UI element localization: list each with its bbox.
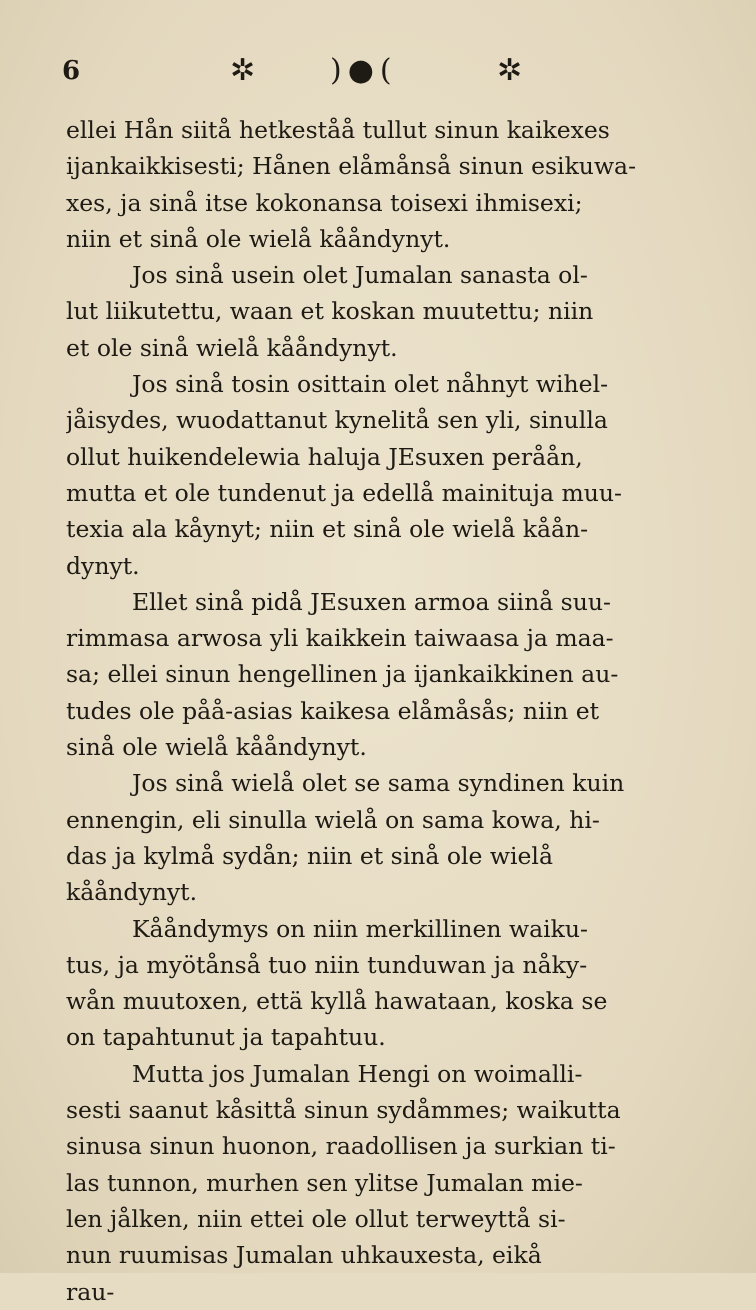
text-line: ijankaikkisesti; Hånen elåmånså sinun esikuwa- <box>66 152 637 181</box>
text-line: kååndynyt. <box>66 878 198 907</box>
text-body <box>66 112 692 1310</box>
text-line: xes, ja sinå itse kokonansa toisexi ihmisexi; <box>66 188 583 217</box>
text-line: sesti saanut kåsittå sinun sydåmmes; waikutta <box>66 1096 621 1125</box>
text-line: Mutta jos Jumalan Hengi on woimalli- <box>132 1059 583 1088</box>
ornament-star-left-icon: ✲ <box>230 53 256 88</box>
text-line: wån muutoxen, että kyllå hawataan, koska se <box>66 987 608 1016</box>
text-line: len jålken, niin ettei ole ollut terweyttå si- <box>66 1204 566 1233</box>
text-line: on tapahtunut ja tapahtuu. <box>66 1023 386 1052</box>
text-line: rimmasa arwosa yli kaikkein taiwaasa ja maa- <box>66 624 614 653</box>
page-header <box>62 46 532 96</box>
text-line: ellei Hån siitå hetkeståå tullut sinun kaikexes <box>66 116 610 144</box>
text-line: mutta et ole tundenut ja edellå mainituja muu- <box>66 478 622 507</box>
text-line: sinusa sinun huonon, raadollisen ja surkian ti- <box>66 1132 616 1161</box>
text-line: ennengin, eli sinulla wielå on sama kowa, hi- <box>66 805 600 834</box>
text-line: sinå ole wielå kååndynyt. <box>66 733 367 762</box>
text-line: las tunnon, murhen sen ylitse Jumalan mie- <box>66 1168 583 1197</box>
page-number: 6 <box>62 56 81 86</box>
text-line: tus, ja myötånså tuo niin tunduwan ja nåky- <box>66 950 588 979</box>
text-line: dynyt. <box>66 551 140 580</box>
text-line: sa; ellei sinun hengellinen ja ijankaikkinen au- <box>66 660 619 689</box>
text-line: Kååndymys on niin merkillinen waiku- <box>132 914 588 943</box>
text-line: texia ala kåynyt; niin et sinå ole wielå kåån- <box>66 515 589 544</box>
text-line: rau- <box>66 1277 115 1306</box>
ornament-center-icon: )●( <box>330 53 398 88</box>
text-line: ollut huikendelewia haluja JEsuxen peråån, <box>66 442 583 471</box>
text-line: lut liikutettu, waan et koskan muutettu; niin <box>66 297 594 326</box>
text-line: Jos sinå tosin osittain olet nåhnyt wihel- <box>132 370 609 399</box>
text-line: niin et sinå ole wielå kååndynyt. <box>66 224 451 253</box>
text-line: das ja kylmå sydån; niin et sinå ole wielå <box>66 841 553 870</box>
text-line: Ellet sinå pidå JEsuxen armoa siinå suu- <box>132 587 611 616</box>
ornament-star-right-icon: ✲ <box>497 53 523 88</box>
text-line: Jos sinå usein olet Jumalan sanasta ol- <box>132 261 588 290</box>
text-line: et ole sinå wielå kååndynyt. <box>66 333 398 362</box>
text-line: jåisydes, wuodattanut kynelitå sen yli, sinulla <box>66 406 608 435</box>
text-line: nun ruumisas Jumalan uhkauxesta, eikå <box>66 1241 542 1270</box>
text-line: Jos sinå wielå olet se sama syndinen kuin <box>132 769 625 798</box>
text-line: tudes ole påå-asias kaikesa elåmåsås; niin et <box>66 696 600 725</box>
